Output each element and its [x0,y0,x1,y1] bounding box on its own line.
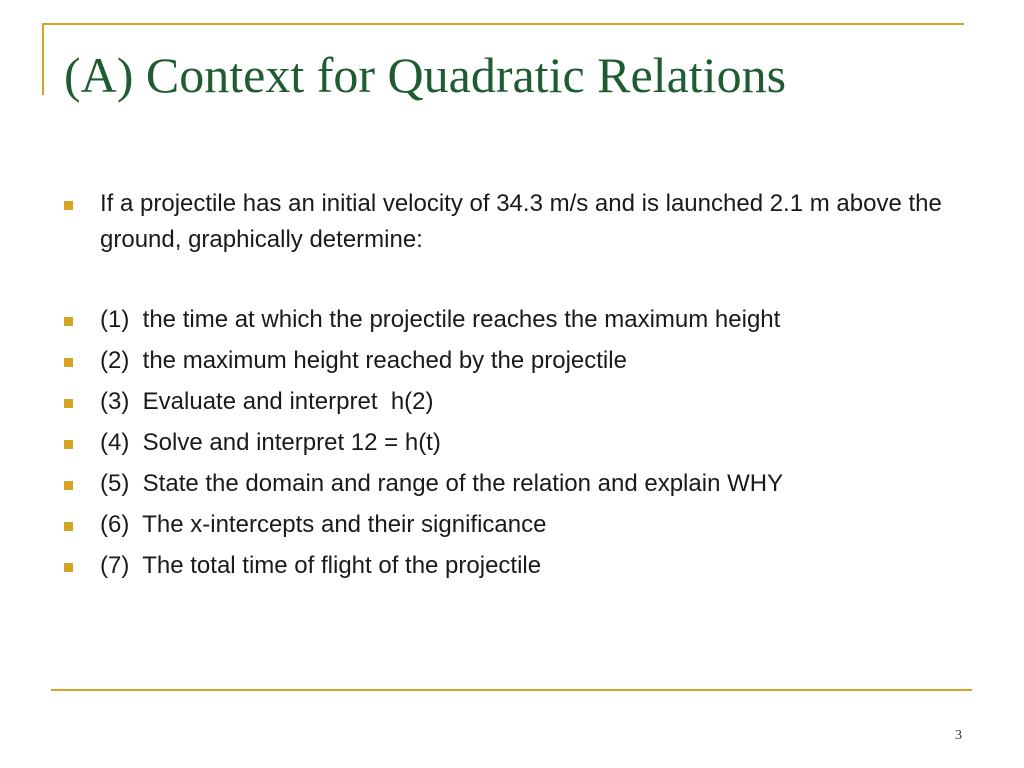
square-bullet-icon [64,481,73,490]
page-number: 3 [955,728,962,743]
list-item [62,548,962,583]
list-item-text: (4) Solve and interpret 12 = h(t) [100,429,441,456]
square-bullet-icon [64,522,73,531]
intro-bullet-item [62,186,962,258]
list-item-text: (7) The total time of flight of the projectile [100,552,542,579]
list-item [62,425,962,460]
title-frame-left-rule [42,23,44,95]
slide-title: (A) Context for Quadratic Relations [64,47,787,103]
list-item-text: (1) the time at which the projectile reaches the maximum height [100,306,781,333]
square-bullet-icon [64,440,73,449]
footer-rule [51,689,972,691]
list-item-text: (2) the maximum height reached by the projectile [100,347,627,374]
list-item [62,343,962,378]
intro-block [62,186,962,264]
list-item-text: (5) State the domain and range of the relation and explain WHY [100,470,784,497]
list-item [62,466,962,501]
list-item [62,384,962,419]
question-list [62,302,962,589]
list-item [62,302,962,337]
square-bullet-icon [64,399,73,408]
square-bullet-icon [64,358,73,367]
square-bullet-icon [64,563,73,572]
list-item-text: (3) Evaluate and interpret h(2) [100,388,434,415]
list-item [62,507,962,542]
square-bullet-icon [64,317,73,326]
square-bullet-icon [64,201,73,210]
title-frame-top-rule [42,23,964,25]
intro-text: If a projectile has an initial velocity of 34.3 m/s and is launched 2.1 m above the ground, graphically determine: [100,190,949,253]
list-item-text: (6) The x-intercepts and their significance [100,511,547,538]
